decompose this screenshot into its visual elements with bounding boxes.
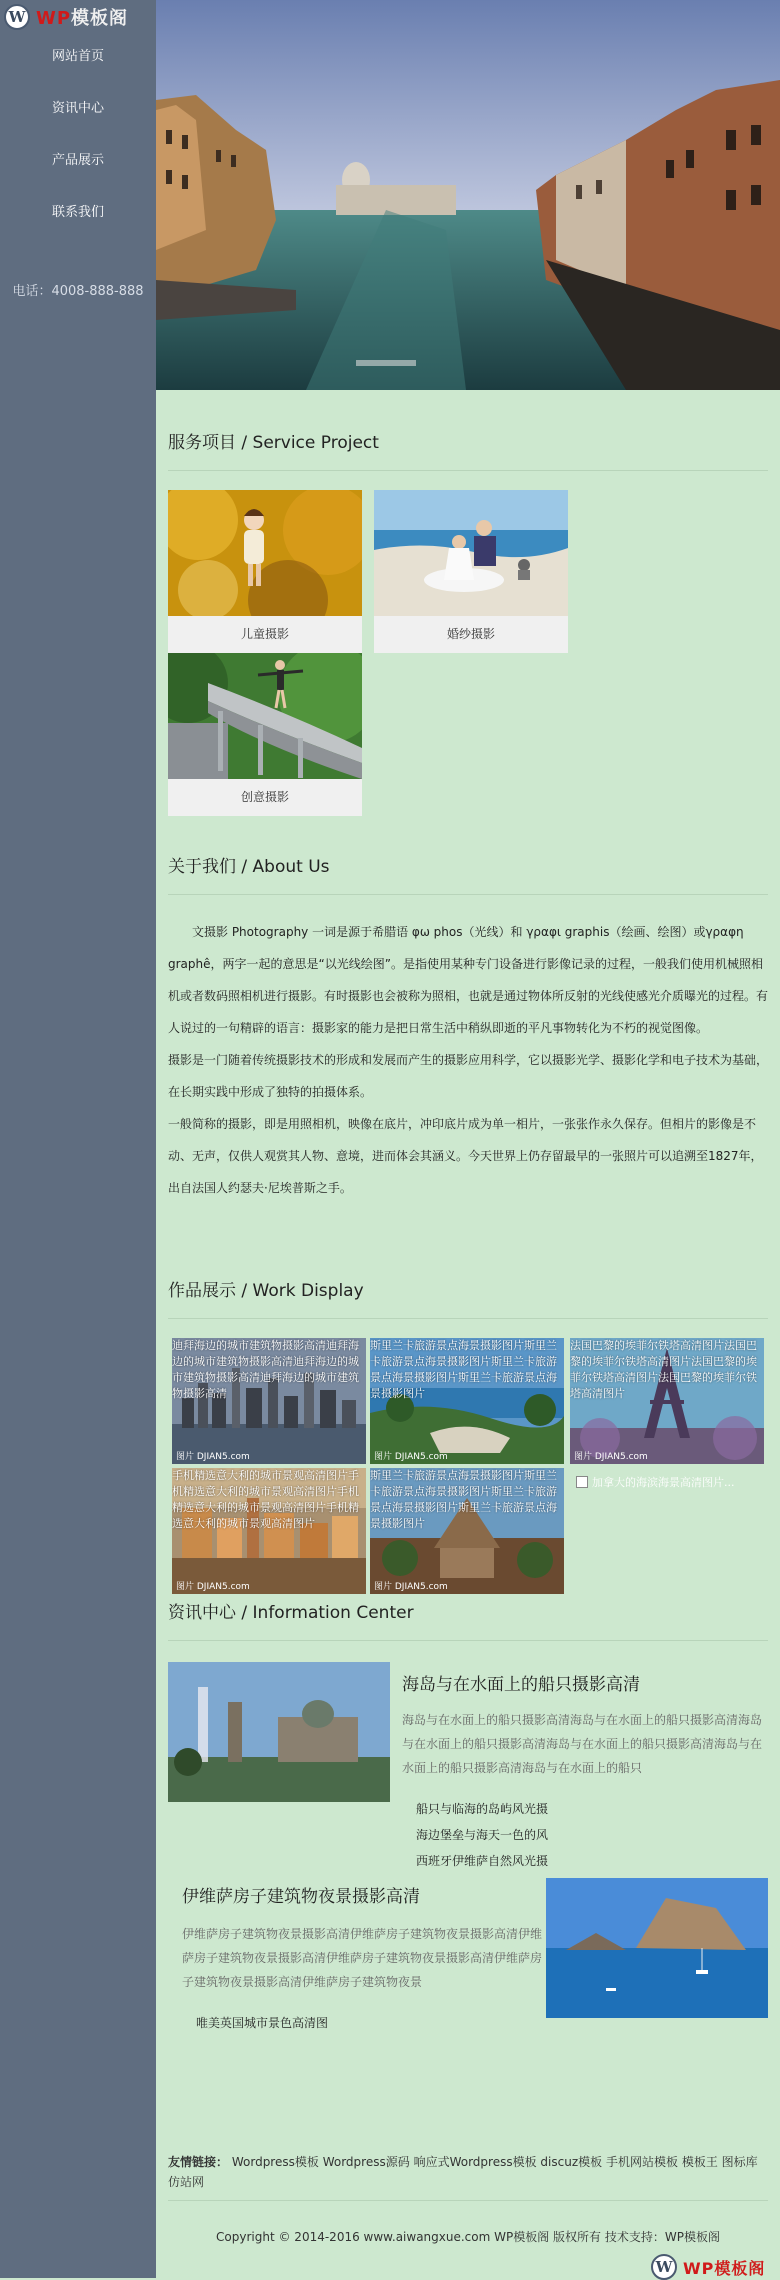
work-caption-text: 加拿大的海滨海景高清图片... [592,1476,735,1489]
divider [168,894,768,895]
info-heading-2[interactable]: 伊维萨房子建筑物夜景摄影高清 [182,1887,420,1907]
friend-link[interactable]: 响应式Wordpress模板 [413,2155,537,2169]
divider [168,2200,768,2201]
footer-logo[interactable] [651,2254,765,2280]
hero-banner-image [156,0,780,390]
footer-copyright: Copyright © 2014-2016 www.aiwangxue.com WP模板阁 版权所有 技术支持：WP模板阁 [216,2230,720,2244]
creative-photo-image [168,653,362,779]
friend-link[interactable]: 仿站网 [168,2175,205,2189]
service-card[interactable] [374,490,568,653]
about-paragraph: 一般简称的摄影，即是用照相机，映像在底片，冲印底片成为单一相片，一张张作永久保存。但相片的影像是不动、无声，仅供人观赏其人物、意境，进而体会其涵义。今天世界上仍存留最早的一张照片可以追溯至1827年，出自法国人约瑟夫·尼埃普斯之手。 [168,1117,763,1195]
friend-link[interactable]: 手机网站模板 [605,2155,678,2169]
work-caption-overlay: 迪拜海边的城市建筑物摄影高清迪拜海边的城市建筑物摄影高清迪拜海边的城市建筑物摄影高清迪拜海边的城市建筑物摄影高清 [172,1339,359,1400]
friend-link[interactable]: discuz模板 [540,2155,603,2169]
divider [168,1640,768,1641]
sidebar [0,0,156,2278]
watermark-text: 图片 DJIAN5.com [574,1452,648,1462]
work-caption-overlay: 手机精选意大利的城市景观高清图片手机精选意大利的城市景观高清图片手机精选意大利的城市景观高清图片手机精选意大利的城市景观高清图片 [172,1469,359,1530]
work-caption-overlay: 斯里兰卡旅游景点海景摄影图片斯里兰卡旅游景点海景摄影图片斯里兰卡旅游景点海景摄影图片斯里兰卡旅游景点海景摄影图片 [370,1339,557,1400]
logo-wp-text: WP [36,8,72,29]
nav-item-news[interactable]: 资讯中心 [51,101,104,116]
logo-cn-text: 模板阁 [714,2258,766,2278]
service-label: 创意摄影 [240,790,289,804]
divider [168,470,768,471]
logo-wp-text: WP [683,2258,715,2278]
site-logo[interactable] [4,2,128,32]
service-card[interactable] [168,490,362,653]
watermark-text: 图片 DJIAN5.com [176,1582,250,1592]
info-list-item[interactable]: 唯美英国城市景色高清图 [196,2016,329,2030]
about-paragraph: 摄影是一门随着传统摄影技术的形成和发展而产生的摄影应用科学，它以摄影光学、摄影化学和电子技术为基础，在长期实践中形成了独特的拍摄体系。 [168,1053,769,1099]
info-list-item[interactable]: 船只与临海的岛屿风光摄 [416,1802,549,1816]
work-item[interactable] [172,1338,366,1464]
friend-links [168,2152,768,2192]
friend-link[interactable]: 图标库 [721,2155,758,2169]
work-caption-overlay: 法国巴黎的埃菲尔铁塔高清图片法国巴黎的埃菲尔铁塔高清图片法国巴黎的埃菲尔铁塔高清图片法国巴黎的埃菲尔铁塔高清图片 [570,1339,757,1400]
logo-text [36,4,128,30]
nav-item-home[interactable]: 网站首页 [51,49,104,64]
watermark-text: 图片 DJIAN5.com [176,1452,250,1462]
about-title: 关于我们 / About Us [168,857,330,877]
work-item[interactable] [370,1338,564,1464]
friend-link[interactable]: 模板王 [681,2155,718,2169]
service-label: 婚纱摄影 [446,627,495,641]
about-text [168,916,768,1204]
work-caption-overlay: 斯里兰卡旅游景点海景摄影图片斯里兰卡旅游景点海景摄影图片斯里兰卡旅游景点海景摄影图片斯里兰卡旅游景点海景摄影图片 [370,1469,557,1530]
links-label: 友情链接： [168,2155,229,2169]
work-item[interactable] [370,1468,564,1594]
wordpress-logo-icon: W [651,2254,677,2280]
watermark-text: 图片 DJIAN5.com [374,1582,448,1592]
info-image-2[interactable] [546,1878,768,2018]
work-item[interactable] [570,1338,764,1464]
info-list-item[interactable]: 海边堡垒与海天一色的风 [416,1828,549,1842]
friend-link[interactable]: Wordpress源码 [322,2155,410,2169]
footer-logo-text [683,2256,765,2279]
info-text-2: 伊维萨房子建筑物夜景摄影高清伊维萨房子建筑物夜景摄影高清伊维萨房子建筑物夜景摄影高清伊维萨房子建筑物夜景摄影高清伊维萨房子建筑物夜景摄影高清伊维萨房子建筑物夜景 [182,1927,543,1989]
work-title: 作品展示 / Work Display [168,1281,364,1301]
service-label: 儿童摄影 [240,627,289,641]
child-photo-image [168,490,362,616]
watermark-text: 图片 DJIAN5.com [374,1452,448,1462]
wordpress-logo-icon: W [4,4,30,30]
info-title: 资讯中心 / Information Center [168,1603,414,1623]
broken-image-icon [576,1476,588,1488]
main-nav [0,38,156,246]
phone-number: 电话：4008-888-888 [12,284,144,299]
logo-cn-text: 模板阁 [71,8,129,29]
work-item-broken[interactable] [576,1474,735,1490]
info-heading-1[interactable]: 海岛与在水面上的船只摄影高清 [402,1675,640,1695]
nav-item-products[interactable]: 产品展示 [51,153,104,168]
about-paragraph: 文摄影 Photography 一词是源于希腊语 φω phos（光线）和 γραφι graphis（绘画、绘图）或γραφη graphê，两字一起的意思是“以光线绘图”。是指使用某种专门设备进行影像记录的过程，一般我们使用机械照相机或者数码照相机进行摄影。有时摄影也会被称为照相，也就是通过物体所反射的光线使感光介质曝光的过程。有人说过的一句精辟的语言：摄影家的能力是把日常生活中稍纵即逝的平凡事物转化为不朽的视觉图像。 [168,925,769,1035]
services-title: 服务项目 / Service Project [168,433,379,453]
service-card[interactable] [168,653,362,816]
info-text-1: 海岛与在水面上的船只摄影高清海岛与在水面上的船只摄影高清海岛与在水面上的船只摄影高清海岛与在水面上的船只摄影高清海岛与在水面上的船只摄影高清海岛与在水面上的船只 [402,1713,763,1775]
work-item[interactable] [172,1468,366,1594]
info-image-1[interactable] [168,1662,390,1802]
nav-item-contact[interactable]: 联系我们 [51,205,104,220]
info-list-item[interactable]: 西班牙伊维萨自然风光摄 [416,1854,549,1868]
divider [168,1318,768,1319]
wedding-photo-image [374,490,568,616]
friend-link[interactable]: Wordpress模板 [231,2155,319,2169]
